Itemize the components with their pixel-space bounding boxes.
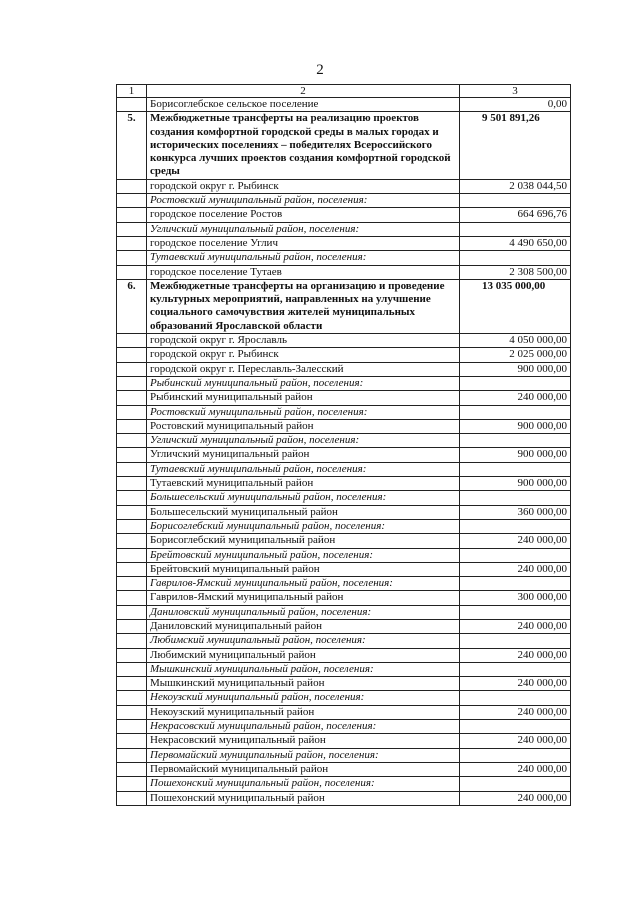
row-number: [117, 334, 147, 348]
row-number: [117, 376, 147, 390]
row-amount: 4 050 000,00: [460, 334, 571, 348]
row-name: Угличский муниципальный район, поселения:: [147, 222, 460, 236]
table-row: [117, 662, 571, 676]
row-number: [117, 734, 147, 748]
row-name: Некоузский муниципальный район, поселения:: [147, 691, 460, 705]
row-name: Межбюджетные трансферты на реализацию проектов создания комфортной городской среды в малых городах и исторических поселениях – победителях Всероссийского конкурса лучших проектов создания комфортной городской среды: [147, 112, 460, 179]
row-amount: 13 035 000,00: [460, 279, 571, 333]
table-row: [117, 448, 571, 462]
header-col-amount: 3: [460, 85, 571, 98]
table-header-row: [117, 85, 571, 98]
table-row: [117, 562, 571, 576]
row-name: Брейтовский муниципальный район, поселения:: [147, 548, 460, 562]
table-row: [117, 791, 571, 805]
row-number: [117, 491, 147, 505]
row-name: Мышкинский муниципальный район, поселения:: [147, 662, 460, 676]
table-row: [117, 251, 571, 265]
row-number: [117, 194, 147, 208]
row-amount: 240 000,00: [460, 791, 571, 805]
row-number: [117, 677, 147, 691]
table-row: [117, 434, 571, 448]
row-name: Пошехонский муниципальный район: [147, 791, 460, 805]
row-amount: [460, 662, 571, 676]
header-col-name: 2: [147, 85, 460, 98]
row-amount: 240 000,00: [460, 762, 571, 776]
row-number: [117, 98, 147, 112]
row-amount: 360 000,00: [460, 505, 571, 519]
table-row: [117, 519, 571, 533]
table-row: [117, 748, 571, 762]
row-name: Тутаевский муниципальный район, поселения:: [147, 462, 460, 476]
row-amount: 2 308 500,00: [460, 265, 571, 279]
row-amount: 4 490 650,00: [460, 236, 571, 250]
row-amount: 900 000,00: [460, 362, 571, 376]
row-number: [117, 236, 147, 250]
table-row: [117, 194, 571, 208]
table-row: [117, 98, 571, 112]
row-number: [117, 519, 147, 533]
row-number: [117, 534, 147, 548]
row-amount: 300 000,00: [460, 591, 571, 605]
table-row: [117, 505, 571, 519]
row-name: Угличский муниципальный район, поселения:: [147, 434, 460, 448]
row-amount: 0,00: [460, 98, 571, 112]
row-name: Угличский муниципальный район: [147, 448, 460, 462]
row-name: Большесельский муниципальный район, поселения:: [147, 491, 460, 505]
row-name: Борисоглебский муниципальный район: [147, 534, 460, 548]
row-amount: 900 000,00: [460, 477, 571, 491]
row-name: Брейтовский муниципальный район: [147, 562, 460, 576]
table-row: [117, 265, 571, 279]
row-name: Некрасовский муниципальный район: [147, 734, 460, 748]
table-row: [117, 777, 571, 791]
row-number: [117, 391, 147, 405]
row-name: городской округ г. Переславль-Залесский: [147, 362, 460, 376]
row-name: Любимский муниципальный район: [147, 648, 460, 662]
row-amount: [460, 691, 571, 705]
row-number: [117, 762, 147, 776]
table-row: [117, 677, 571, 691]
row-number: [117, 548, 147, 562]
table-row: [117, 208, 571, 222]
table-row: [117, 720, 571, 734]
table-row: [117, 691, 571, 705]
row-number: [117, 577, 147, 591]
row-name: Большесельский муниципальный район: [147, 505, 460, 519]
row-name: Мышкинский муниципальный район: [147, 677, 460, 691]
row-number: 5.: [117, 112, 147, 179]
row-amount: [460, 777, 571, 791]
table-row: [117, 362, 571, 376]
budget-table: [116, 84, 571, 806]
row-number: [117, 720, 147, 734]
row-number: [117, 619, 147, 633]
row-amount: [460, 405, 571, 419]
row-name: Ростовский муниципальный район, поселения:: [147, 194, 460, 208]
row-number: [117, 405, 147, 419]
table-row: [117, 591, 571, 605]
row-name: Пошехонский муниципальный район, поселения:: [147, 777, 460, 791]
row-name: Ростовский муниципальный район, поселения:: [147, 405, 460, 419]
table-row: [117, 577, 571, 591]
row-name: Гаврилов-Ямский муниципальный район, поселения:: [147, 577, 460, 591]
row-amount: 664 696,76: [460, 208, 571, 222]
row-name: городское поселение Углич: [147, 236, 460, 250]
table-row: [117, 462, 571, 476]
row-amount: [460, 548, 571, 562]
row-number: [117, 251, 147, 265]
row-amount: [460, 222, 571, 236]
table-row: [117, 634, 571, 648]
table-row: [117, 419, 571, 433]
row-amount: [460, 748, 571, 762]
table-row: [117, 548, 571, 562]
row-amount: [460, 605, 571, 619]
table-row: [117, 491, 571, 505]
table-row: [117, 648, 571, 662]
row-number: [117, 448, 147, 462]
row-amount: [460, 376, 571, 390]
row-number: [117, 562, 147, 576]
row-amount: 240 000,00: [460, 534, 571, 548]
row-name: Рыбинский муниципальный район, поселения:: [147, 376, 460, 390]
table-row: [117, 619, 571, 633]
row-name: Гаврилов-Ямский муниципальный район: [147, 591, 460, 605]
row-amount: 2 025 000,00: [460, 348, 571, 362]
row-name: Любимский муниципальный район, поселения:: [147, 634, 460, 648]
row-number: [117, 705, 147, 719]
row-number: [117, 634, 147, 648]
row-number: [117, 605, 147, 619]
row-number: [117, 265, 147, 279]
budget-table-body: [117, 85, 571, 806]
table-row: [117, 348, 571, 362]
row-number: [117, 748, 147, 762]
row-amount: 9 501 891,26: [460, 112, 571, 179]
row-amount: [460, 720, 571, 734]
row-name: Межбюджетные трансферты на организацию и проведение культурных мероприятий, направленных на улучшение социального самочувствия жителей муниципальных образований Ярославской области: [147, 279, 460, 333]
row-amount: 240 000,00: [460, 734, 571, 748]
row-name: Борисоглебское сельское поселение: [147, 98, 460, 112]
row-number: [117, 362, 147, 376]
row-name: Ростовский муниципальный район: [147, 419, 460, 433]
row-name: городской округ г. Рыбинск: [147, 179, 460, 193]
row-name: Даниловский муниципальный район, поселения:: [147, 605, 460, 619]
row-amount: [460, 577, 571, 591]
row-number: [117, 662, 147, 676]
table-row: [117, 705, 571, 719]
row-number: [117, 208, 147, 222]
row-name: Борисоглебский муниципальный район, поселения:: [147, 519, 460, 533]
row-amount: [460, 194, 571, 208]
row-name: городской округ г. Рыбинск: [147, 348, 460, 362]
table-row: [117, 236, 571, 250]
row-name: Даниловский муниципальный район: [147, 619, 460, 633]
row-number: [117, 179, 147, 193]
row-name: Первомайский муниципальный район, поселения:: [147, 748, 460, 762]
table-row: [117, 334, 571, 348]
row-name: городское поселение Тутаев: [147, 265, 460, 279]
table-row: [117, 391, 571, 405]
row-amount: 240 000,00: [460, 677, 571, 691]
table-row: [117, 762, 571, 776]
row-amount: 900 000,00: [460, 448, 571, 462]
row-number: [117, 348, 147, 362]
table-row: [117, 222, 571, 236]
row-name: Первомайский муниципальный район: [147, 762, 460, 776]
header-col-number: 1: [117, 85, 147, 98]
row-amount: [460, 634, 571, 648]
row-amount: 240 000,00: [460, 619, 571, 633]
row-amount: 2 038 044,50: [460, 179, 571, 193]
table-row: [117, 405, 571, 419]
row-amount: 900 000,00: [460, 419, 571, 433]
row-amount: 240 000,00: [460, 391, 571, 405]
row-number: [117, 462, 147, 476]
row-amount: [460, 251, 571, 265]
table-row: [117, 279, 571, 333]
row-name: Рыбинский муниципальный район: [147, 391, 460, 405]
row-number: [117, 591, 147, 605]
row-amount: 240 000,00: [460, 705, 571, 719]
row-number: [117, 777, 147, 791]
row-number: [117, 691, 147, 705]
row-name: Тутаевский муниципальный район: [147, 477, 460, 491]
row-number: [117, 505, 147, 519]
row-number: 6.: [117, 279, 147, 333]
row-name: Некрасовский муниципальный район, поселения:: [147, 720, 460, 734]
row-number: [117, 648, 147, 662]
row-number: [117, 222, 147, 236]
table-row: [117, 179, 571, 193]
table-row: [117, 112, 571, 179]
row-name: Тутаевский муниципальный район, поселения:: [147, 251, 460, 265]
row-amount: [460, 434, 571, 448]
table-row: [117, 477, 571, 491]
row-number: [117, 419, 147, 433]
row-number: [117, 791, 147, 805]
row-amount: [460, 491, 571, 505]
row-number: [117, 477, 147, 491]
row-amount: [460, 519, 571, 533]
table-row: [117, 376, 571, 390]
row-name: Некоузский муниципальный район: [147, 705, 460, 719]
row-amount: [460, 462, 571, 476]
row-number: [117, 434, 147, 448]
row-name: городской округ г. Ярославль: [147, 334, 460, 348]
table-row: [117, 534, 571, 548]
row-amount: 240 000,00: [460, 562, 571, 576]
page-number: 2: [316, 62, 324, 78]
row-name: городское поселение Ростов: [147, 208, 460, 222]
table-row: [117, 734, 571, 748]
table-row: [117, 605, 571, 619]
row-amount: 240 000,00: [460, 648, 571, 662]
